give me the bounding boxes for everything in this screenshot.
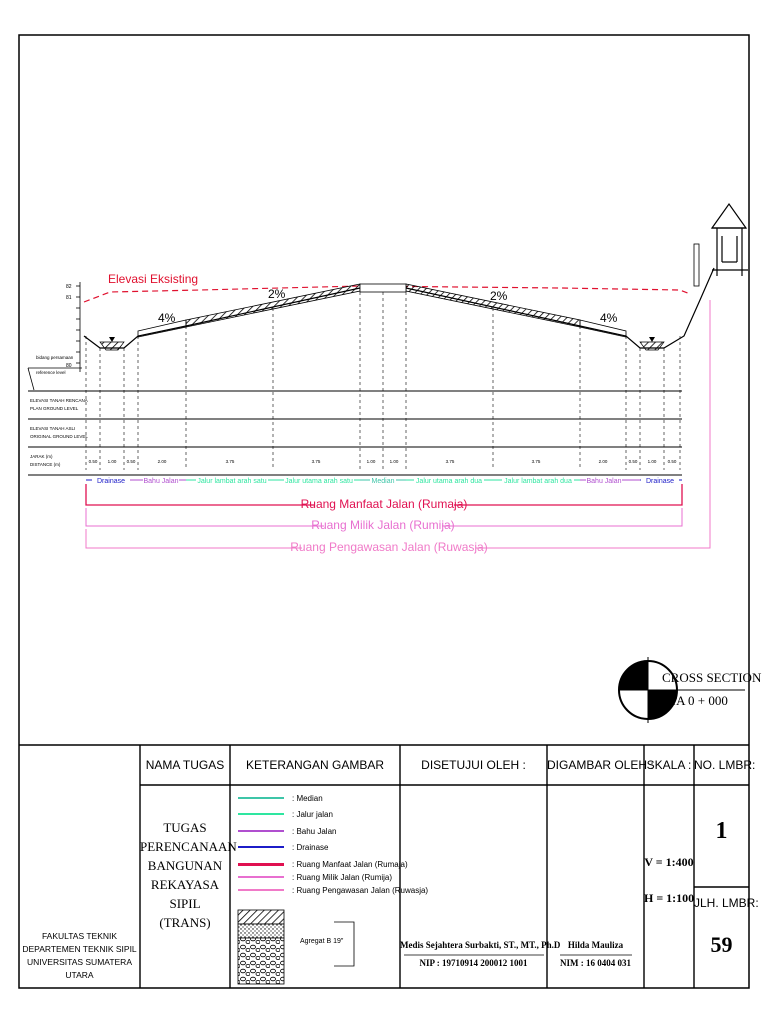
task-line: (TRANS) — [159, 915, 211, 930]
drawer-name: Hilda Mauliza — [567, 940, 624, 950]
section-symbol-icon — [619, 657, 745, 723]
legend-swatch — [238, 797, 284, 799]
legend-item — [238, 859, 408, 869]
task-line: BANGUNAN — [147, 858, 223, 873]
house-icon — [712, 204, 748, 276]
ruwasja-label: Ruang Pengawasan Jalan (Ruwasja) — [290, 540, 488, 554]
row-label-asli-en: ORIGINAL GROUND LEVEL — [30, 434, 88, 439]
legend-item — [238, 842, 328, 852]
jarak-value: 2.00 — [157, 459, 167, 464]
zone-label: Drainase — [645, 478, 675, 485]
legend-item — [238, 872, 392, 882]
header-no-lmbr: NO. LMBR: — [694, 758, 756, 772]
jarak-value: 3.75 — [311, 459, 321, 464]
zone-label: Jalur utama arah dua — [415, 478, 483, 485]
drawer-nim: NIM : 16 0404 031 — [560, 958, 631, 968]
water-level-right-icon — [649, 337, 655, 342]
legend-swatch — [238, 889, 284, 891]
task-line: SIPIL — [169, 896, 201, 911]
header-keterangan: KETERANGAN GAMBAR — [245, 758, 385, 772]
zone-label: Jalur utama arah satu — [285, 478, 353, 485]
elevasi-label: Elevasi Eksisting — [108, 272, 199, 286]
legend-label: : Jalur jalan — [292, 809, 333, 819]
hatch-sample-asphalt — [238, 910, 284, 924]
ref-label-bottom: reference level — [36, 370, 66, 375]
jarak-value: 0.50 — [126, 459, 136, 464]
table-row-labels — [30, 398, 88, 467]
section-title: CROSS SECTION — [662, 670, 762, 685]
total-sheets: 59 — [710, 932, 733, 957]
hatch-sample-base — [238, 924, 284, 938]
legend-swatch — [238, 863, 284, 866]
jarak-value: 3.75 — [445, 459, 455, 464]
jarak-value: 2.00 — [598, 459, 608, 464]
row-label-jarak-en: DISTANCE (m) — [30, 462, 61, 467]
legend-label: : Bahu Jalan — [292, 826, 337, 836]
pole-icon — [694, 244, 699, 286]
slope-label: 2% — [490, 289, 508, 303]
legend-label: : Median — [292, 793, 323, 803]
rumaja-label: Ruang Manfaat Jalan (Rumaja) — [300, 497, 468, 511]
row-label-jarak: JARAK (m) — [30, 454, 53, 459]
jarak-value: 0.50 — [628, 459, 638, 464]
header-disetujui: DISETUJUI OLEH : — [421, 758, 526, 772]
median-block — [360, 284, 406, 292]
sheet-border — [19, 35, 759, 988]
elevation-ticks — [76, 286, 80, 363]
sheet-number: 1 — [715, 818, 728, 844]
slope-label: 4% — [600, 311, 618, 325]
elev-tick-82: 82 — [66, 284, 72, 290]
zone-label: Jalur lambat arah satu — [197, 478, 267, 485]
hatch-sample-aggregate — [238, 938, 284, 984]
task-line: PERENCANAAN — [140, 839, 237, 854]
header-nama-tugas: NAMA TUGAS — [145, 758, 225, 772]
institution-line: FAKULTAS TEKNIK — [41, 931, 118, 941]
ref-label-top: bidang persamaan — [36, 355, 74, 360]
zone-label: Bahu Jalan — [586, 478, 622, 485]
row-label-rencana-en: PLAN GROUND LEVEL — [30, 406, 79, 411]
elev-tick-81: 81 — [66, 295, 72, 301]
institution — [19, 930, 140, 982]
legend-label: : Ruang Milik Jalan (Rumija) — [292, 872, 393, 882]
jarak-value: 1.00 — [107, 459, 117, 464]
jlh-label: JLH. LMBR: — [694, 896, 759, 910]
legend-swatch — [238, 830, 284, 832]
approver-name: Medis Sejahtera Surbakti, ST., MT., Ph.D — [400, 940, 561, 950]
legend-item — [238, 793, 323, 803]
jarak-value: 1.00 — [389, 459, 399, 464]
header-digambar: DIGAMBAR OLEH : — [547, 758, 654, 772]
jarak-value: 1.00 — [647, 459, 657, 464]
approver-nip: NIP : 19710914 200012 1001 — [419, 958, 528, 968]
task-line: REKAYASA — [150, 877, 220, 892]
elev-tick-80: 80 — [66, 363, 72, 369]
task-line: TUGAS — [163, 820, 207, 835]
legend-label: : Drainase — [292, 842, 329, 852]
legend-item — [238, 826, 336, 836]
institution-line: DEPARTEMEN TEKNIK SIPIL — [22, 944, 137, 954]
row-label-asli: ELEVASI TANAH ASLI — [30, 426, 76, 431]
jarak-value: 0.50 — [88, 459, 98, 464]
section-sta: STA 0 + 000 — [662, 693, 728, 708]
header-skala: SKALA : — [646, 758, 692, 772]
zone-label: Drainase — [96, 478, 126, 485]
legend-swatch — [238, 846, 284, 848]
zone-label: Bahu Jalan — [143, 478, 179, 485]
slope-label: 2% — [268, 287, 286, 301]
legend-label: : Ruang Pengawasan Jalan (Ruwasja) — [292, 885, 429, 895]
legend-label: : Ruang Manfaat Jalan (Rumaja) — [292, 859, 408, 869]
task-name — [140, 818, 237, 932]
legend-item — [238, 809, 333, 819]
scale-vertical: V = 1:400 — [644, 855, 694, 869]
institution-line: UNIVERSITAS SUMATERA UTARA — [26, 957, 132, 980]
scale-horizontal: H = 1:100 — [644, 891, 695, 905]
drain-right — [640, 342, 664, 350]
zone-label: Jalur lambat arah dua — [504, 478, 572, 485]
legend-item — [238, 885, 428, 895]
jarak-value: 0.50 — [667, 459, 677, 464]
jarak-value: 3.75 — [531, 459, 541, 464]
row-label-rencana: ELEVASI TANAH RENCANA — [30, 398, 88, 403]
rumija-label: Ruang Milik Jalan (Rumija) — [311, 518, 455, 532]
zone-label: Median — [371, 478, 395, 485]
water-level-left-icon — [109, 337, 115, 342]
slope-label: 4% — [158, 311, 176, 325]
jarak-value: 1.00 — [366, 459, 376, 464]
jarak-value: 3.75 — [225, 459, 235, 464]
legend-swatch — [238, 876, 284, 878]
agregat-label: Agregat B 19" — [300, 938, 344, 945]
drain-left — [100, 342, 124, 350]
legend-swatch — [238, 813, 284, 815]
